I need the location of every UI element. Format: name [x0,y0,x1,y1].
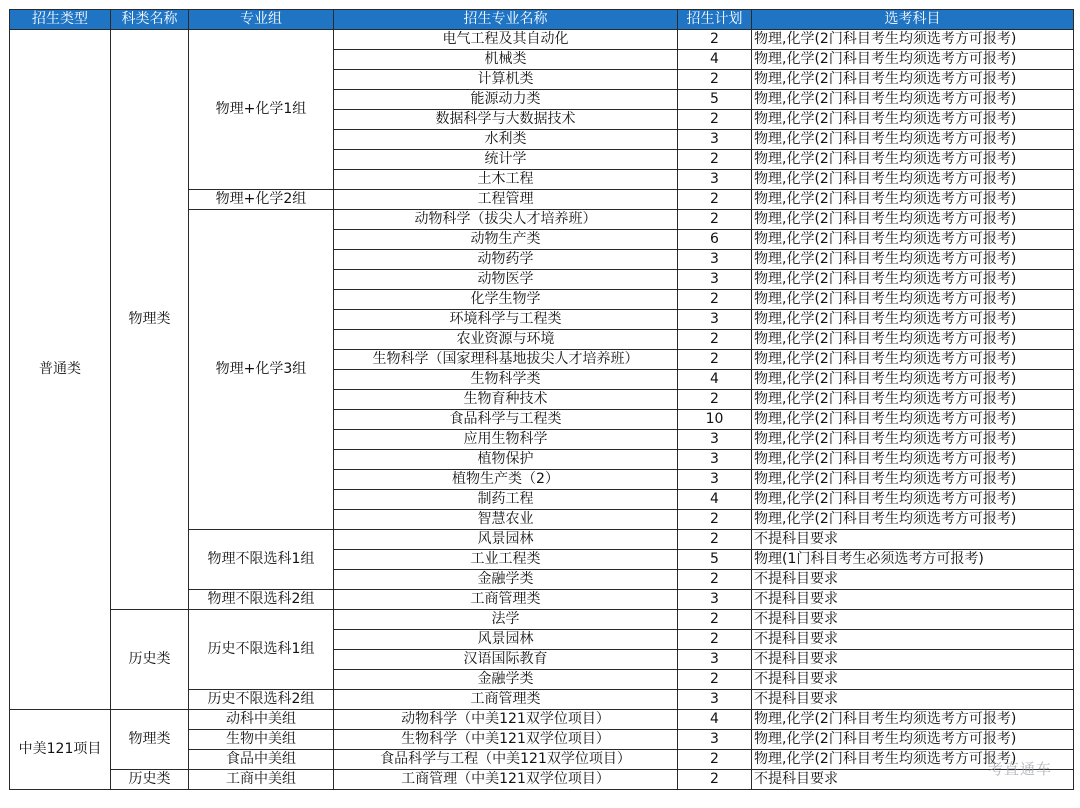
major-cell: 电气工程及其自动化 [334,30,678,50]
table-row [10,610,1074,630]
plan-cell: 2 [678,530,752,550]
plan-cell: 3 [678,270,752,290]
major-cell: 动物药学 [334,250,678,270]
major-cell: 工程管理 [334,190,678,210]
subjects-cell: 物理,化学(2门科目考生均须选考方可报考) [752,730,1074,750]
plan-cell: 2 [678,510,752,530]
plan-cell: 2 [678,670,752,690]
major-cell: 风景园林 [334,530,678,550]
table-body [10,30,1074,790]
subjects-cell: 物理,化学(2门科目考生均须选考方可报考) [752,350,1074,370]
header-row [10,10,1074,30]
subjects-cell: 不提科目要求 [752,650,1074,670]
plan-cell: 2 [678,330,752,350]
subjects-cell: 物理,化学(2门科目考生均须选考方可报考) [752,250,1074,270]
major-cell: 生物育种技术 [334,390,678,410]
plan-cell: 2 [678,350,752,370]
subjects-cell: 物理,化学(2门科目考生均须选考方可报考) [752,90,1074,110]
plan-cell: 2 [678,630,752,650]
plan-cell: 4 [678,50,752,70]
subjects-cell: 物理,化学(2门科目考生均须选考方可报考) [752,470,1074,490]
major-cell: 动物科学（中美121双学位项目） [334,710,678,730]
subjects-cell: 不提科目要求 [752,570,1074,590]
major-cell: 工商管理（中美121双学位项目） [334,770,678,790]
category-cell: 历史类 [111,770,189,790]
plan-cell: 2 [678,110,752,130]
plan-cell: 5 [678,90,752,110]
major-cell: 应用生物科学 [334,430,678,450]
plan-cell: 3 [678,730,752,750]
plan-cell: 2 [678,30,752,50]
group-cell: 历史不限选科1组 [189,610,334,690]
subjects-cell: 不提科目要求 [752,670,1074,690]
admissions-table [9,9,1074,790]
major-cell: 植物保护 [334,450,678,470]
major-cell: 制药工程 [334,490,678,510]
subjects-cell: 物理,化学(2门科目考生均须选考方可报考) [752,390,1074,410]
plan-cell: 2 [678,610,752,630]
subjects-cell: 物理,化学(2门科目考生均须选考方可报考) [752,490,1074,510]
plan-cell: 4 [678,710,752,730]
plan-cell: 2 [678,150,752,170]
plan-cell: 3 [678,130,752,150]
subjects-cell: 不提科目要求 [752,530,1074,550]
group-cell: 工商中美组 [189,770,334,790]
subjects-cell: 物理,化学(2门科目考生均须选考方可报考) [752,370,1074,390]
major-cell: 金融学类 [334,670,678,690]
watermark: 考直通车 [987,760,1052,778]
major-cell: 动物科学（拔尖人才培养班） [334,210,678,230]
major-cell: 植物生产类（2） [334,470,678,490]
header-plan: 招生计划 [678,10,752,30]
group-cell: 历史不限选科2组 [189,690,334,710]
subjects-cell: 物理,化学(2门科目考生均须选考方可报考) [752,210,1074,230]
subjects-cell: 物理,化学(2门科目考生均须选考方可报考) [752,330,1074,350]
group-cell: 物理不限选科1组 [189,530,334,590]
major-cell: 动物医学 [334,270,678,290]
plan-cell: 5 [678,550,752,570]
subjects-cell: 不提科目要求 [752,690,1074,710]
category-cell: 历史类 [111,610,189,710]
major-cell: 工业工程类 [334,550,678,570]
plan-cell: 3 [678,250,752,270]
major-cell: 法学 [334,610,678,630]
subjects-cell: 不提科目要求 [752,610,1074,630]
group-cell: 食品中美组 [189,750,334,770]
plan-cell: 10 [678,410,752,430]
major-cell: 生物科学（中美121双学位项目） [334,730,678,750]
category-cell: 物理类 [111,710,189,770]
major-cell: 能源动力类 [334,90,678,110]
plan-cell: 6 [678,230,752,250]
plan-cell: 2 [678,390,752,410]
plan-cell: 2 [678,770,752,790]
header-group: 专业组 [189,10,334,30]
subjects-cell: 物理,化学(2门科目考生均须选考方可报考) [752,310,1074,330]
subjects-cell: 物理,化学(2门科目考生均须选考方可报考) [752,150,1074,170]
major-cell: 水利类 [334,130,678,150]
plan-cell: 3 [678,310,752,330]
header-subjects: 选考科目 [752,10,1074,30]
subjects-cell: 物理,化学(2门科目考生均须选考方可报考) [752,750,1074,770]
subjects-cell: 物理,化学(2门科目考生均须选考方可报考) [752,30,1074,50]
major-cell: 土木工程 [334,170,678,190]
major-cell: 金融学类 [334,570,678,590]
header-category: 科类名称 [111,10,189,30]
subjects-cell: 不提科目要求 [752,770,1074,790]
subjects-cell: 物理,化学(2门科目考生均须选考方可报考) [752,290,1074,310]
major-cell: 环境科学与工程类 [334,310,678,330]
subjects-cell: 物理,化学(2门科目考生均须选考方可报考) [752,510,1074,530]
subjects-cell: 物理(1门科目考生必须选考方可报考) [752,550,1074,570]
plan-cell: 3 [678,470,752,490]
group-cell: 物理+化学2组 [189,190,334,210]
group-cell: 物理+化学1组 [189,30,334,190]
group-cell: 物理+化学3组 [189,210,334,530]
plan-cell: 3 [678,690,752,710]
major-cell: 工商管理类 [334,590,678,610]
subjects-cell: 物理,化学(2门科目考生均须选考方可报考) [752,230,1074,250]
table-row [10,770,1074,790]
header-major: 招生专业名称 [334,10,678,30]
subjects-cell: 物理,化学(2门科目考生均须选考方可报考) [752,430,1074,450]
group-cell: 动科中美组 [189,710,334,730]
subjects-cell: 物理,化学(2门科目考生均须选考方可报考) [752,270,1074,290]
table-row [10,30,1074,50]
subjects-cell: 物理,化学(2门科目考生均须选考方可报考) [752,450,1074,470]
admission-type-cell: 中美121项目 [10,710,111,790]
subjects-cell: 物理,化学(2门科目考生均须选考方可报考) [752,170,1074,190]
subjects-cell: 物理,化学(2门科目考生均须选考方可报考) [752,70,1074,90]
subjects-cell: 不提科目要求 [752,630,1074,650]
category-cell: 物理类 [111,30,189,610]
major-cell: 汉语国际教育 [334,650,678,670]
major-cell: 生物科学（国家理科基地拔尖人才培养班） [334,350,678,370]
plan-cell: 3 [678,430,752,450]
major-cell: 风景园林 [334,630,678,650]
subjects-cell: 物理,化学(2门科目考生均须选考方可报考) [752,410,1074,430]
subjects-cell: 物理,化学(2门科目考生均须选考方可报考) [752,190,1074,210]
plan-cell: 4 [678,490,752,510]
major-cell: 农业资源与环境 [334,330,678,350]
subjects-cell: 物理,化学(2门科目考生均须选考方可报考) [752,50,1074,70]
plan-cell: 3 [678,590,752,610]
major-cell: 数据科学与大数据技术 [334,110,678,130]
plan-cell: 2 [678,290,752,310]
plan-cell: 2 [678,570,752,590]
plan-cell: 2 [678,70,752,90]
major-cell: 化学生物学 [334,290,678,310]
major-cell: 智慧农业 [334,510,678,530]
admission-type-cell: 普通类 [10,30,111,710]
subjects-cell: 物理,化学(2门科目考生均须选考方可报考) [752,710,1074,730]
major-cell: 计算机类 [334,70,678,90]
subjects-cell: 物理,化学(2门科目考生均须选考方可报考) [752,130,1074,150]
group-cell: 物理不限选科2组 [189,590,334,610]
table-row [10,710,1074,730]
major-cell: 机械类 [334,50,678,70]
plan-cell: 4 [678,370,752,390]
major-cell: 食品科学与工程（中美121双学位项目） [334,750,678,770]
subjects-cell: 不提科目要求 [752,590,1074,610]
plan-cell: 2 [678,190,752,210]
major-cell: 生物科学类 [334,370,678,390]
header-type: 招生类型 [10,10,111,30]
major-cell: 统计学 [334,150,678,170]
subjects-cell: 物理,化学(2门科目考生均须选考方可报考) [752,110,1074,130]
plan-cell: 3 [678,450,752,470]
plan-cell: 3 [678,170,752,190]
major-cell: 食品科学与工程类 [334,410,678,430]
group-cell: 生物中美组 [189,730,334,750]
plan-cell: 2 [678,210,752,230]
plan-cell: 3 [678,650,752,670]
plan-cell: 2 [678,750,752,770]
major-cell: 动物生产类 [334,230,678,250]
major-cell: 工商管理类 [334,690,678,710]
